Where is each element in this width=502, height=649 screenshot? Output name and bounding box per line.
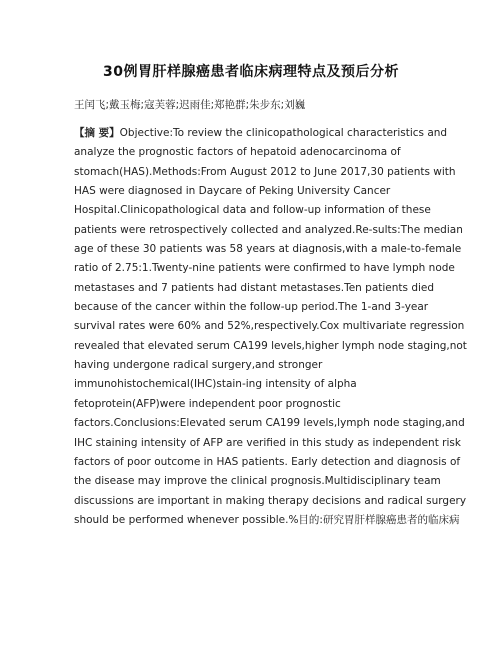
abstract-line: because of the cancer within the follow-up period.The 1-and 3-year	[74, 301, 429, 314]
abstract-line: factors of poor outcome in HAS patients. Early detection and diagnosis of	[74, 455, 461, 468]
abstract-line: factors.Conclusions:Elevated serum CA199 levels,lymph node staging,and	[74, 417, 465, 430]
abstract-line: discussions are important in making therapy decisions and radical surgery	[74, 494, 467, 507]
abstract-line: having undergone radical surgery,and stronger	[74, 359, 323, 372]
abstract-line	[74, 124, 448, 143]
abstract-line: the disease may improve the clinical prognosis.Multidisciplinary team	[74, 475, 441, 488]
abstract-line: survival rates were 60% and 52%,respectively.Cox multivariate regression	[74, 320, 465, 333]
abstract-line: should be performed whenever possible.%目的:研究胃肝样腺癌患者的临床病	[74, 513, 460, 526]
abstract-line: HAS were diagnosed in Daycare of Peking University Cancer	[74, 185, 391, 198]
abstract-label: 【摘 要】	[74, 127, 120, 139]
abstract-line: ratio of 2.75:1.Twenty-nine patients were confirmed to have lymph node	[74, 262, 455, 275]
abstract-line: IHC staining intensity of AFP are verified in this study as independent risk	[74, 436, 461, 449]
abstract-line: metastases and 7 patients had distant metastases.Ten patients died	[74, 281, 435, 294]
abstract-line: patients were retrospectively collected and analyzed.Re-sults:The median	[74, 223, 463, 236]
abstract-line: age of these 30 patients was 58 years at diagnosis,with a male-to-female	[74, 243, 462, 256]
abstract-line: immunohistochemical(IHC)stain-ing intensity of alpha	[74, 378, 357, 391]
abstract-line: analyze the prognostic factors of hepatoid adenocarcinoma of	[74, 146, 401, 159]
document-title: 30例胃肝样腺癌患者临床病理特点及预后分析	[103, 64, 399, 80]
author-list: 王闰飞;戴玉梅;寇芙蓉;迟雨佳;郑艳群;朱步东;刘巍	[74, 99, 306, 111]
abstract-line: revealed that elevated serum CA199 levels,higher lymph node staging,not	[74, 339, 467, 352]
abstract-line-text: Objective:To review the clinicopathological characteristics and	[119, 127, 448, 139]
abstract-body	[74, 124, 467, 530]
abstract-line: fetoprotein(AFP)were independent poor prognostic	[74, 397, 341, 410]
abstract-line: Hospital.Clinicopathological data and follow-up information of these	[74, 204, 431, 217]
abstract-line: stomach(HAS).Methods:From August 2012 to June 2017,30 patients with	[74, 165, 456, 178]
